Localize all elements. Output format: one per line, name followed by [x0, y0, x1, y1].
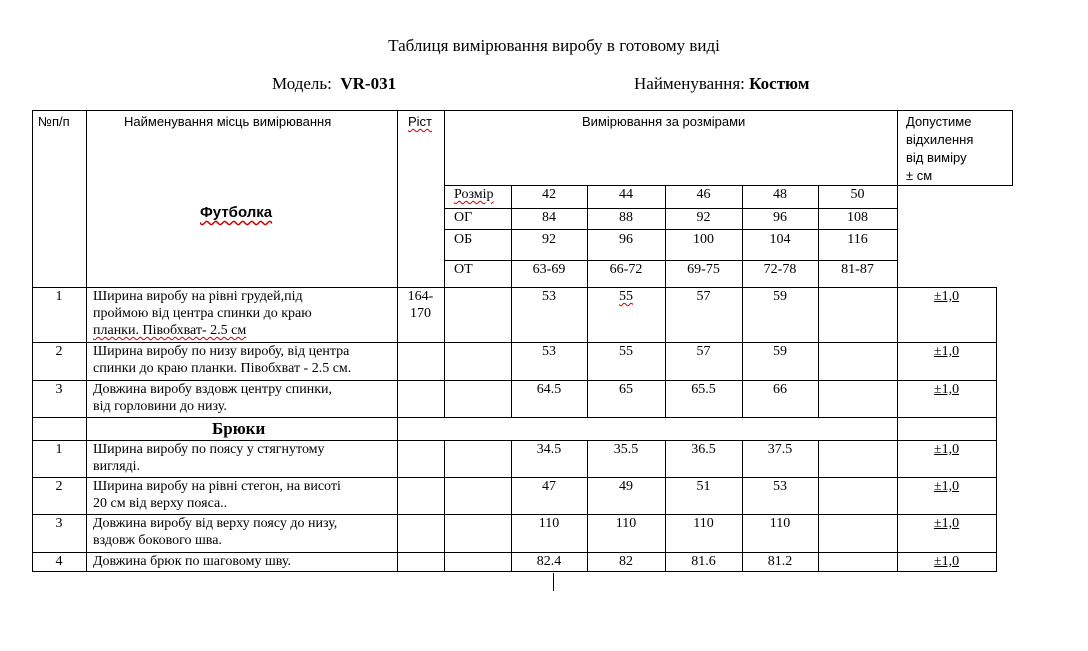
- row-description: планки. Півобхват- 2.5 см: [93, 323, 247, 338]
- header-number: №п/п: [38, 114, 70, 129]
- document-title: Таблиця вимірювання виробу в готовому виді: [388, 36, 720, 55]
- size-cell: 88: [619, 210, 633, 225]
- product-line: [634, 74, 809, 94]
- measure-cell: 110: [693, 516, 714, 531]
- header-measurement-place: Найменування місць вимірювання: [124, 114, 332, 129]
- measure-cell: 110: [769, 516, 791, 531]
- height-value: 164-: [407, 289, 434, 304]
- measurement-table: [32, 110, 998, 572]
- size-cell: 48: [773, 187, 787, 202]
- size-row-label: ОГ: [454, 210, 473, 225]
- grid-line: [818, 440, 819, 572]
- model-line: [272, 74, 396, 94]
- measure-cell: 65: [619, 382, 633, 397]
- measure-cell: 65.5: [691, 382, 716, 397]
- product-value: Костюм: [749, 74, 810, 93]
- row-description: Ширина виробу по низу виробу, від центра: [93, 344, 350, 359]
- row-number: 1: [55, 442, 63, 457]
- tolerance-cell: ±1,0: [933, 289, 960, 304]
- row-number: 1: [55, 289, 63, 304]
- row-description: Ширина виробу на рівні стегон, на висоті: [93, 479, 341, 494]
- measure-cell: 49: [619, 479, 633, 494]
- measure-cell: 57: [696, 289, 711, 304]
- header-tolerance-1: Допустиме: [906, 114, 972, 129]
- size-cell: 100: [693, 232, 714, 247]
- row-description: Довжина виробу від верху поясу до низу,: [93, 516, 338, 531]
- row-description: від горловини до низу.: [93, 399, 227, 414]
- section-title-tshirt: Футболка: [200, 204, 273, 221]
- measure-cell: 55: [619, 344, 633, 359]
- tolerance-cell: ±1,0: [933, 344, 960, 359]
- header-height: Ріст: [408, 114, 433, 129]
- row-description: проймою від центра спинки до краю: [93, 306, 312, 321]
- tolerance-cell: ±1,0: [933, 442, 960, 457]
- size-row-label: ОТ: [454, 262, 473, 277]
- measure-cell: 110: [615, 516, 637, 531]
- row-number: 3: [55, 516, 63, 531]
- height-value: 170: [410, 306, 431, 321]
- grid-line: [32, 417, 997, 418]
- header-sizes: Вимірювання за розмірами: [582, 114, 746, 129]
- size-cell: 69-75: [687, 262, 720, 277]
- tolerance-cell: ±1,0: [933, 554, 960, 569]
- size-cell: 108: [847, 210, 868, 225]
- header-tolerance-2: відхилення: [906, 132, 974, 147]
- measure-cell: 64.5: [536, 382, 562, 397]
- size-cell: 50: [850, 187, 865, 202]
- measure-cell: 81.6: [691, 554, 716, 569]
- size-cell: 42: [542, 187, 556, 202]
- size-cell: 46: [696, 187, 711, 202]
- header-tolerance-4: ± см: [906, 168, 933, 183]
- measure-cell: 36.5: [691, 442, 716, 457]
- measure-cell: 82: [619, 554, 633, 569]
- size-cell: 96: [619, 232, 633, 247]
- grid-line: [996, 287, 997, 572]
- row-number: 2: [55, 479, 63, 494]
- product-label: Найменування:: [634, 74, 745, 93]
- measure-cell: 53: [773, 479, 787, 494]
- row-description: Довжина брюк по шаговому шву.: [93, 554, 292, 569]
- size-cell: 104: [769, 232, 791, 247]
- header-tolerance-3: від виміру: [906, 150, 967, 165]
- row-description: вигляді.: [93, 459, 141, 474]
- text-cursor[interactable]: [553, 573, 554, 591]
- measure-cell: 66: [773, 382, 787, 397]
- size-cell: 116: [847, 232, 868, 247]
- grid-line: [897, 185, 1013, 186]
- size-cell: 92: [696, 210, 711, 225]
- row-number: 3: [55, 382, 63, 397]
- section-title-trousers: Брюки: [212, 419, 266, 438]
- size-cell: 96: [773, 210, 787, 225]
- size-cell: 92: [542, 232, 556, 247]
- row-number: 2: [55, 344, 63, 359]
- row-description: 20 см від верху пояса..: [93, 496, 228, 511]
- table-border-bottom: [32, 571, 997, 572]
- model-value: VR-031: [340, 74, 397, 93]
- grid-line: [444, 110, 445, 417]
- measure-cell: 57: [696, 344, 711, 359]
- row-description: вздовж бокового шва.: [93, 533, 222, 548]
- grid-line: [397, 110, 398, 572]
- measure-cell: 55: [619, 289, 633, 304]
- tolerance-cell: ±1,0: [933, 382, 960, 397]
- size-cell: 81-87: [841, 262, 874, 277]
- size-cell: 84: [542, 210, 556, 225]
- size-row-label: ОБ: [454, 232, 473, 247]
- row-number: 4: [55, 554, 63, 569]
- grid-line: [897, 110, 898, 572]
- tolerance-cell: ±1,0: [933, 516, 960, 531]
- measure-cell: 110: [538, 516, 560, 531]
- row-description: Довжина виробу вздовж центру спинки,: [93, 382, 332, 397]
- grid-line: [444, 440, 445, 572]
- measure-cell: 51: [696, 479, 711, 494]
- size-cell: 66-72: [609, 262, 643, 277]
- table-border-top: [32, 110, 1013, 111]
- measure-cell: 82.4: [536, 554, 562, 569]
- tolerance-cell: ±1,0: [933, 479, 960, 494]
- grid-line: [32, 110, 33, 572]
- model-label: Модель:: [272, 74, 332, 93]
- measure-cell: 59: [773, 289, 787, 304]
- measure-cell: 35.5: [613, 442, 639, 457]
- measure-cell: 53: [542, 289, 556, 304]
- size-cell: 63-69: [532, 262, 566, 277]
- measure-cell: 81.2: [767, 554, 793, 569]
- measure-cell: 47: [542, 479, 556, 494]
- size-cell: 72-78: [763, 262, 797, 277]
- grid-line: [86, 110, 87, 572]
- measure-cell: 53: [542, 344, 556, 359]
- grid-line: [1012, 110, 1013, 186]
- measure-cell: 34.5: [536, 442, 562, 457]
- row-description: Ширина виробу по поясу у стягнутому: [93, 442, 325, 457]
- size-cell: 44: [619, 187, 633, 202]
- measure-cell: 37.5: [767, 442, 793, 457]
- measure-cell: 59: [773, 344, 787, 359]
- row-description: Ширина виробу на рівні грудей,під: [93, 289, 303, 304]
- size-row-label: Розмір: [454, 187, 494, 202]
- row-description: спинки до краю планки. Півобхват - 2.5 см.: [93, 361, 352, 376]
